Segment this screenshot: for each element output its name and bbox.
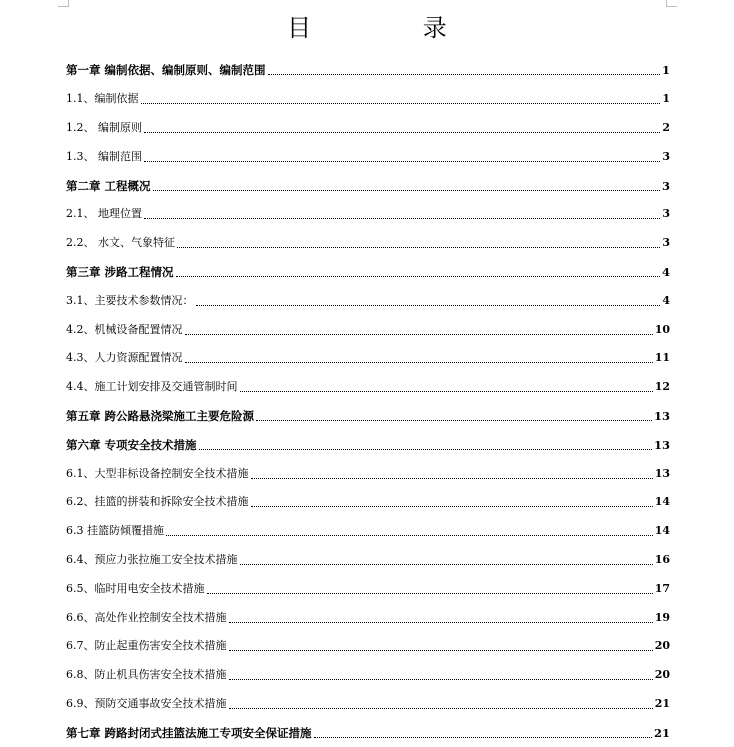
toc-dot-leader: [196, 304, 661, 306]
toc-dot-leader: [240, 390, 653, 392]
toc-page-number: 4: [662, 293, 670, 307]
toc-chapter-entry[interactable]: [66, 258, 670, 287]
toc-entry-label: 2.1、 地理位置: [66, 207, 142, 221]
toc-dot-leader: [144, 131, 660, 133]
toc-entry-label: 4.2、机械设备配置情况: [66, 322, 183, 336]
toc-dot-leader: [256, 419, 652, 421]
toc-section-entry[interactable]: [66, 114, 670, 143]
toc-section-entry[interactable]: [66, 344, 670, 373]
toc-page-number: 21: [654, 696, 670, 710]
toc-entry-label: 6.7、防止起重伤害安全技术措施: [66, 639, 227, 653]
toc-entry-label: 6.6、高处作业控制安全技术措施: [66, 610, 227, 624]
toc-page-number: 13: [653, 408, 670, 423]
toc-page-number: 12: [654, 380, 670, 394]
toc-section-entry[interactable]: [66, 661, 670, 690]
toc-section-entry[interactable]: [66, 315, 670, 344]
toc-entry-label: 第六章 专项安全技术措施: [66, 437, 197, 452]
toc-entry-label: 3.1、主要技术参数情况：: [66, 293, 194, 307]
toc-page-number: 14: [654, 524, 670, 538]
toc-entry-label: 4.3、人力资源配置情况: [66, 351, 183, 365]
toc-page-number: 19: [654, 610, 670, 624]
toc-page-number: 3: [662, 207, 670, 221]
toc-section-entry[interactable]: [66, 85, 670, 114]
toc-entry-label: 6.5、临时用电安全技术措施: [66, 581, 205, 595]
toc-dot-leader: [207, 592, 653, 594]
toc-dot-leader: [185, 361, 653, 363]
toc-dot-leader: [153, 189, 660, 191]
toc-chapter-entry[interactable]: [66, 402, 670, 431]
toc-entry-label: 6.8、防止机具伤害安全技术措施: [66, 668, 227, 682]
toc-page-number: 11: [654, 351, 670, 365]
toc-entry-label: 6.2、挂篮的拼装和拆除安全技术措施: [66, 495, 249, 509]
toc-dot-leader: [314, 736, 652, 738]
toc-page-number: 14: [654, 495, 670, 509]
table-of-contents: [66, 56, 670, 747]
toc-entry-label: 4.4、施工计划安排及交通管制时间: [66, 380, 238, 394]
toc-section-entry[interactable]: [66, 200, 670, 229]
toc-chapter-entry[interactable]: [66, 171, 670, 200]
toc-section-entry[interactable]: [66, 517, 670, 546]
toc-dot-leader: [144, 160, 660, 162]
toc-section-entry[interactable]: [66, 690, 670, 719]
toc-section-entry[interactable]: [66, 603, 670, 632]
toc-chapter-entry[interactable]: [66, 56, 670, 85]
toc-page-number: 17: [654, 581, 670, 595]
toc-dot-leader: [144, 217, 660, 219]
toc-entry-label: 6.1、大型非标设备控制安全技术措施: [66, 466, 249, 480]
toc-entry-label: 第三章 涉路工程情况: [66, 264, 174, 279]
toc-page-number: 1: [662, 92, 670, 106]
toc-entry-label: 6.9、预防交通事故安全技术措施: [66, 696, 227, 710]
toc-section-entry[interactable]: [66, 286, 670, 315]
toc-section-entry[interactable]: [66, 632, 670, 661]
toc-dot-leader: [166, 534, 653, 536]
toc-section-entry[interactable]: [66, 488, 670, 517]
toc-entry-label: 第二章 工程概况: [66, 178, 151, 193]
toc-page-number: 20: [654, 639, 670, 653]
toc-entry-label: 1.1、编制依据: [66, 92, 139, 106]
toc-page-number: 1: [661, 63, 670, 78]
page-corner-mark-left: [58, 0, 69, 7]
toc-dot-leader: [141, 102, 661, 104]
toc-dot-leader: [229, 649, 653, 651]
toc-page-number: 3: [661, 178, 670, 193]
toc-entry-label: 1.2、 编制原则: [66, 120, 142, 134]
toc-dot-leader: [176, 275, 660, 277]
toc-page-number: 3: [662, 236, 670, 250]
toc-page-number: 4: [661, 264, 670, 279]
toc-dot-leader: [240, 563, 653, 565]
toc-section-entry[interactable]: [66, 459, 670, 488]
toc-page-number: 10: [654, 322, 670, 336]
toc-dot-leader: [251, 505, 653, 507]
toc-entry-label: 第一章 编制依据、编制原则、编制范围: [66, 63, 266, 78]
toc-entry-label: 第七章 跨路封闭式挂篮法施工专项安全保证措施: [66, 725, 312, 740]
toc-page-number: 20: [654, 668, 670, 682]
toc-section-entry[interactable]: [66, 574, 670, 603]
toc-dot-leader: [251, 477, 653, 479]
toc-dot-leader: [229, 621, 653, 623]
toc-dot-leader: [268, 73, 660, 75]
toc-dot-leader: [229, 707, 653, 709]
page-corner-mark-right: [666, 0, 677, 7]
toc-page-number: 3: [662, 149, 670, 163]
toc-entry-label: 2.2、 水文、气象特征: [66, 236, 175, 250]
toc-section-entry[interactable]: [66, 546, 670, 575]
toc-page-number: 2: [662, 120, 670, 134]
toc-dot-leader: [229, 678, 653, 680]
toc-entry-label: 6.4、预应力张拉施工安全技术措施: [66, 552, 238, 566]
toc-section-entry[interactable]: [66, 142, 670, 171]
toc-dot-leader: [199, 448, 652, 450]
toc-section-entry[interactable]: [66, 373, 670, 402]
toc-chapter-entry[interactable]: [66, 430, 670, 459]
toc-page-number: 21: [653, 725, 670, 740]
toc-dot-leader: [185, 333, 653, 335]
toc-page-number: 16: [654, 552, 670, 566]
toc-entry-label: 第五章 跨公路悬浇梁施工主要危险源: [66, 408, 255, 423]
toc-entry-label: 6.3 挂篮防倾覆措施: [66, 524, 164, 538]
toc-chapter-entry[interactable]: [66, 718, 670, 747]
toc-page-number: 13: [653, 437, 670, 452]
toc-entry-label: 1.3、 编制范围: [66, 149, 142, 163]
toc-page-number: 13: [654, 466, 670, 480]
toc-title: 目 录: [287, 14, 499, 42]
toc-dot-leader: [177, 246, 660, 248]
toc-section-entry[interactable]: [66, 229, 670, 258]
